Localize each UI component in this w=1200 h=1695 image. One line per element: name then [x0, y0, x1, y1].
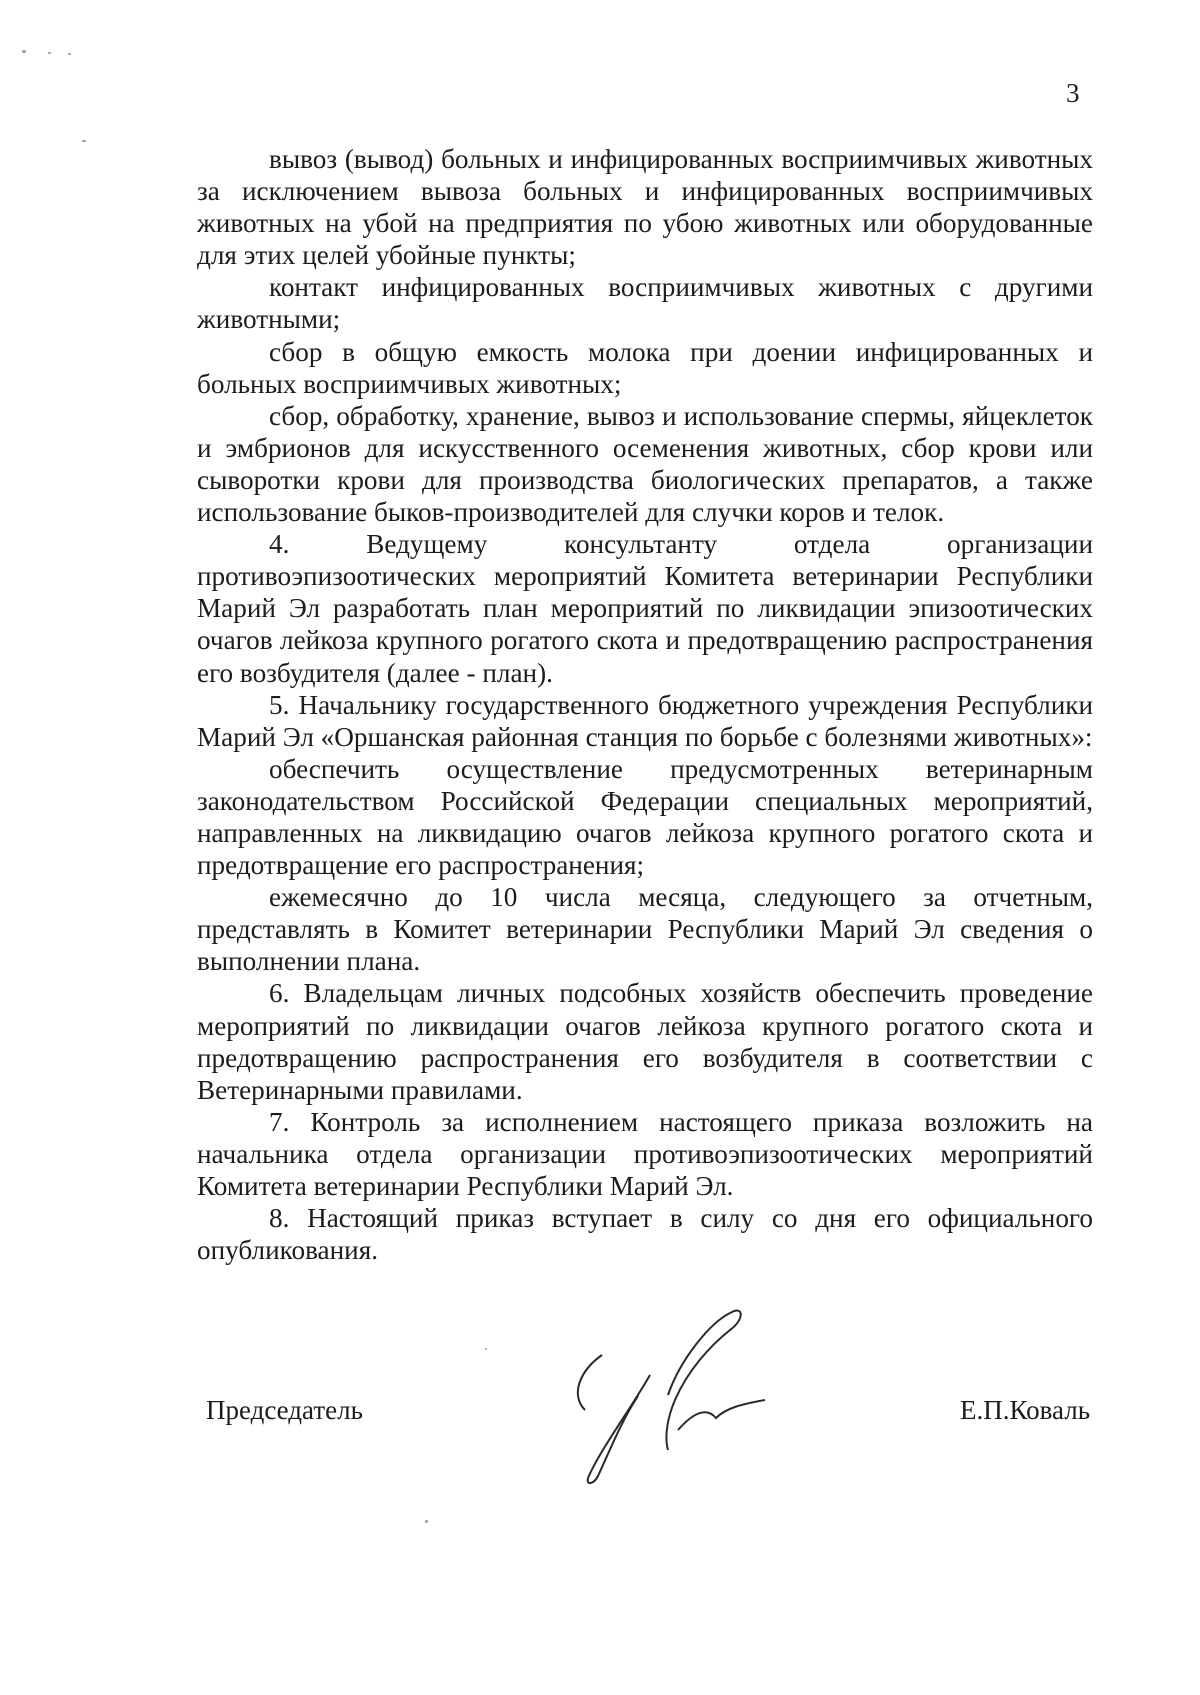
signatory-title: Председатель: [206, 1395, 363, 1425]
paragraph: вывоз (вывод) больных и инфицированных восприимчивых животных за исключением вывоза больных и инфицированных восприимчивых животных на убой на предприятия по убою животных или оборудованные для этих целей убойные пункты;: [197, 144, 1093, 271]
scan-speck: [48, 52, 51, 54]
paragraph: обеспечить осуществление предусмотренных ветеринарным законодательством Российской Федерации специальных мероприятий, направленных на ликвидацию очагов лейкоза крупного рогатого скота и предотвращение его распространения;: [197, 753, 1093, 881]
page-number: 3: [1066, 78, 1080, 108]
signature-row: [0, 1395, 1200, 1435]
scan-speck: [425, 1520, 428, 1523]
scan-speck: [68, 53, 71, 55]
paragraph: контакт инфицированных восприимчивых животных с другими животными;: [197, 272, 1093, 335]
scan-speck: [22, 50, 26, 53]
document-body: [197, 143, 1093, 1266]
paragraph: сбор, обработку, хранение, вывоз и использование спермы, яйцеклеток и эмбрионов для искусственного осеменения животных, сбор крови или сыворотки крови для производства биологических препаратов, а также использование быков-производителей для случки коров и телок.: [197, 400, 1093, 528]
scan-speck: [82, 140, 86, 142]
paragraph: 7. Контроль за исполнением настоящего приказа возложить на начальника отдела организации противоэпизоотических мероприятий Комитета ветеринарии Республики Марий Эл.: [197, 1106, 1093, 1201]
paragraph: 5. Начальнику государственного бюджетного учреждения Республики Марий Эл «Оршанская районная станция по борьбе с болезнями животных»:: [197, 689, 1093, 752]
paragraph: 6. Владельцам личных подсобных хозяйств обеспечить проведение мероприятий по ликвидации очагов лейкоза крупного рогатого скота и предотвращению распространения его возбудителя в соответствии с Ветеринарными правилами.: [197, 978, 1093, 1105]
scan-speck: [485, 1348, 487, 1350]
paragraph: ежемесячно до 10 числа месяца, следующего за отчетным, представлять в Комитет ветеринарии Республики Марий Эл сведения о выполнении плана.: [197, 882, 1093, 977]
paragraph: 8. Настоящий приказ вступает в силу со дня его официального опубликования.: [197, 1203, 1093, 1266]
signatory-name: Е.П.Коваль: [960, 1395, 1091, 1425]
paragraph: 4. Ведущему консультанту отдела организации противоэпизоотических мероприятий Комитета ветеринарии Республики Марий Эл разработать план мероприятий по ликвидации эпизоотических очагов лейкоза крупного рогатого скота и предотвращению распространения его возбудителя (далее - план).: [197, 529, 1093, 688]
paragraph: сбор в общую емкость молока при доении инфицированных и больных восприимчивых животных;: [197, 336, 1093, 399]
